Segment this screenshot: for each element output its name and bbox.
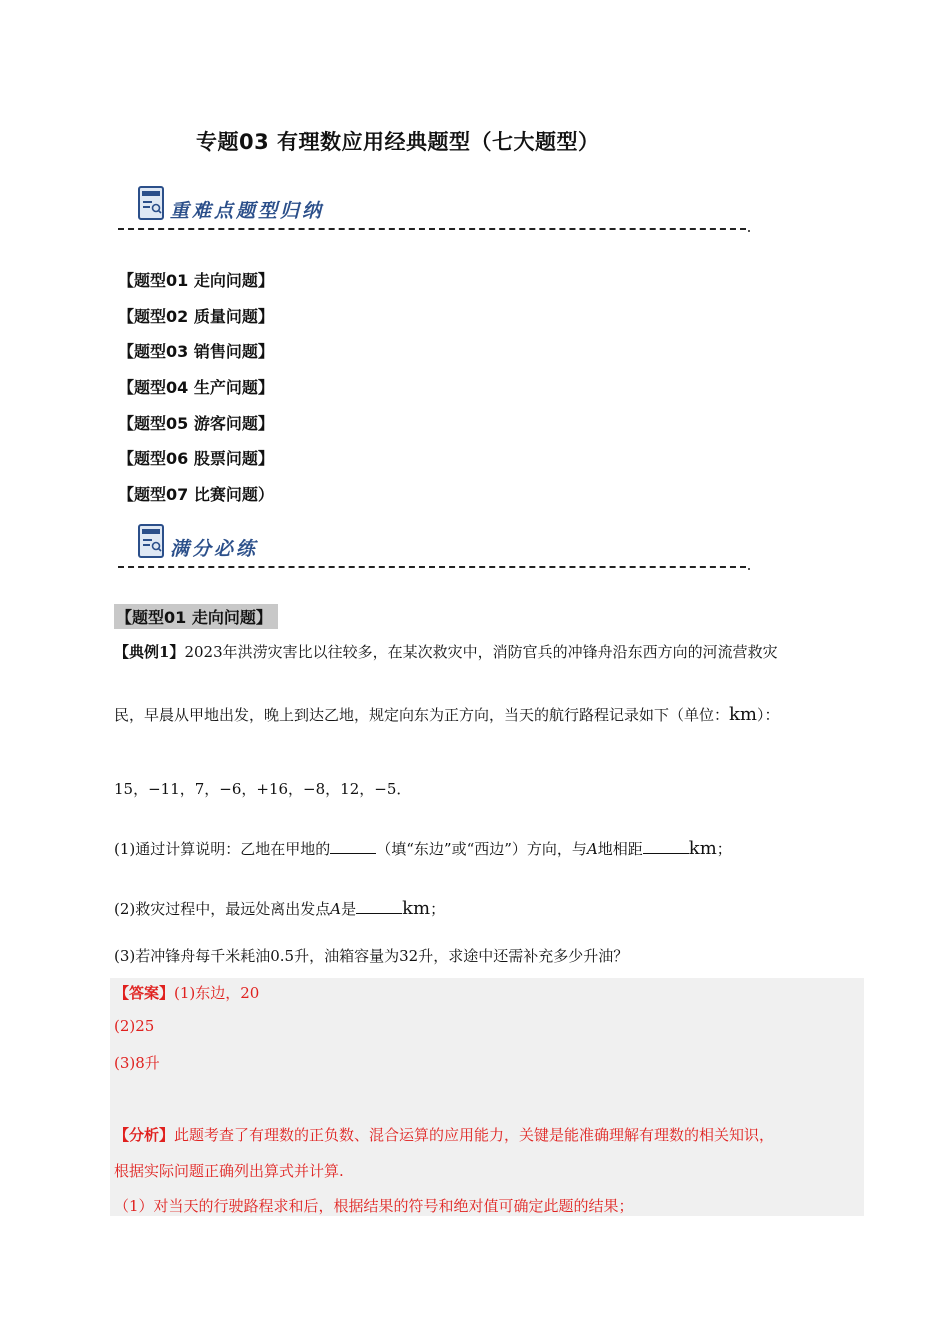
analysis-line-1: 【分析】此题考查了有理数的正负数、混合运算的应用能力，关键是能准确理解有理数的相关知识， bbox=[114, 1126, 775, 1144]
question-1: (1)通过计算说明：乙地在甲地的 （填“东边”或“西边”）方向，与A地相距 km； bbox=[114, 838, 732, 859]
route-records: 15，−11，7，−6，+16，−8，12，−5． bbox=[114, 780, 412, 798]
answer-blank bbox=[643, 839, 689, 854]
document-icon bbox=[138, 186, 164, 220]
answer-blank bbox=[356, 899, 402, 914]
answer-2: (2)25 bbox=[114, 1017, 155, 1035]
answer-3: (3)8升 bbox=[114, 1054, 160, 1072]
topic-item: 【题型05 游客问题】 bbox=[118, 413, 274, 433]
section-header-practice bbox=[118, 524, 750, 574]
section-header-key-types bbox=[118, 186, 750, 236]
analysis-line-2: 根据实际问题正确列出算式并计算. bbox=[114, 1162, 344, 1180]
dashed-divider bbox=[118, 566, 746, 568]
section-label: 满分必练 bbox=[170, 538, 259, 560]
dashed-divider bbox=[118, 228, 746, 230]
topic-item: 【题型07 比赛问题） bbox=[118, 485, 274, 505]
section-label: 重难点题型归纳 bbox=[170, 200, 325, 222]
document-icon bbox=[138, 524, 164, 558]
topic-item: 【题型04 生产问题】 bbox=[118, 378, 274, 398]
page-title: 专题03 有理数应用经典题型（七大题型） bbox=[196, 130, 600, 154]
question-2: (2)救灾过程中，最远处离出发点A是 km； bbox=[114, 898, 446, 919]
topic-item: 【题型02 质量问题】 bbox=[118, 306, 274, 326]
topic-item: 【题型01 走向问题】 bbox=[118, 271, 274, 290]
example-line-1: 【典例1】2023年洪涝灾害比以往较多，在某次救灾中，消防官兵的冲锋舟沿东西方向的河流营救灾 bbox=[114, 643, 778, 661]
topic-item: 【题型06 股票问题】 bbox=[118, 449, 274, 469]
example-tag: 【典例1】 bbox=[114, 643, 185, 661]
answer-1: 【答案】(1)东边，20 bbox=[114, 984, 260, 1002]
question-type-tag: 【题型01 走向问题】 bbox=[114, 604, 278, 629]
question-3: (3)若冲锋舟每千米耗油0.5升，油箱容量为32升，求途中还需补充多少升油？ bbox=[114, 947, 629, 965]
answer-blank bbox=[330, 839, 376, 854]
topic-list bbox=[118, 268, 274, 518]
example-line-2: 民，早晨从甲地出发，晚上到达乙地，规定向东为正方向，当天的航行路程记录如下（单位：km）： bbox=[114, 704, 780, 725]
topic-item: 【题型03 销售问题】 bbox=[118, 342, 274, 362]
analysis-line-3: （1）对当天的行驶路程求和后，根据结果的符号和绝对值可确定此题的结果； bbox=[114, 1197, 634, 1215]
